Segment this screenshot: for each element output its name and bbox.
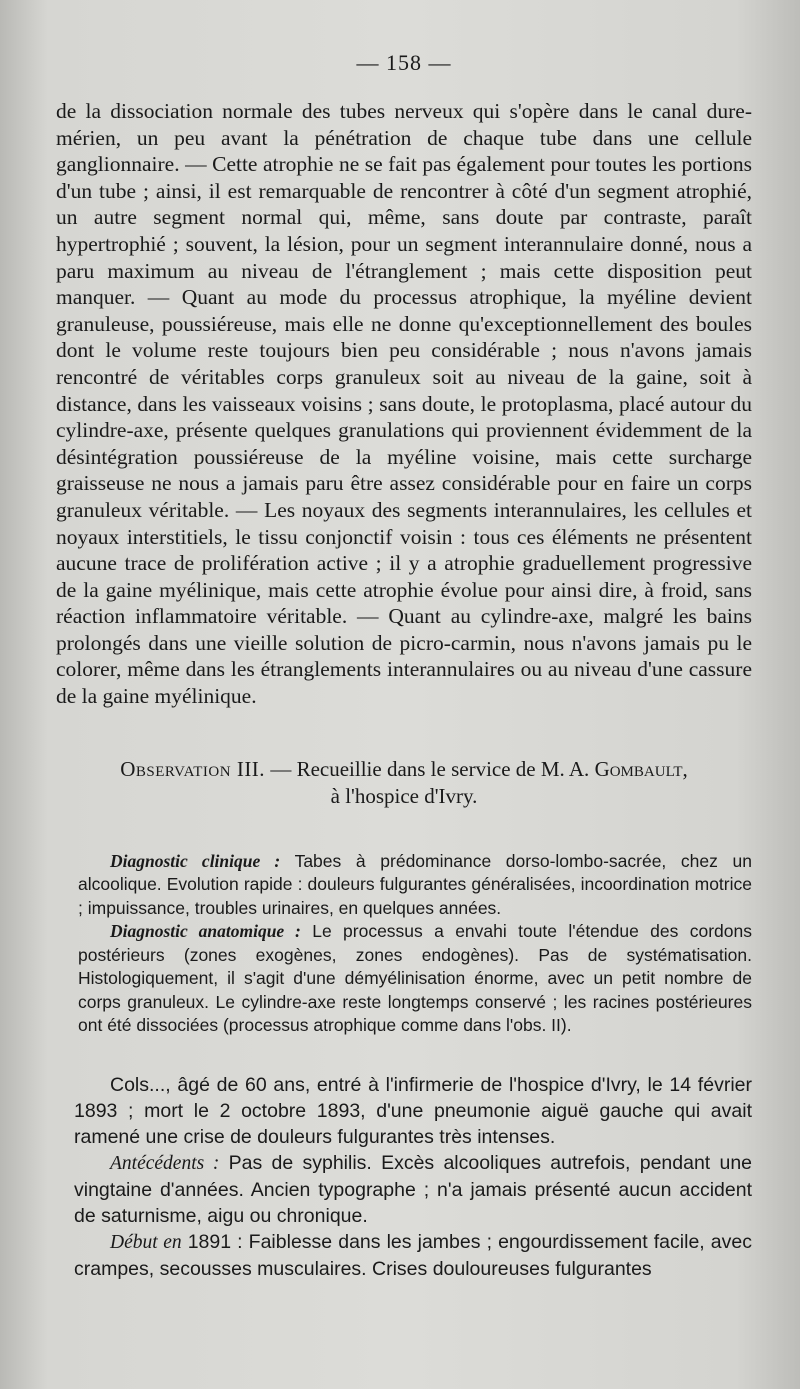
antecedents-label: Antécédents : [110,1152,220,1174]
observation-author: Gombault, [594,756,688,781]
antecedents [74,1150,752,1229]
case-intro: Cols..., âgé de 60 ans, entré à l'infirmerie de l'hospice d'Ivry, le 14 février 1893 ; mort le 2 octobre 1893, d'une pneumonie aiguë gauche qui avait ramené une crise de douleurs fulgurantes très intenses. [74,1073,752,1148]
paragraph-1: de la dissociation normale des tubes nerveux qui s'opère dans le canal dure-mérien, un peu avant la pénétration de chaque tube dans une cellule ganglionnaire. — Cette atrophie ne se fait pas également pour toutes les portions d'un tube ; ainsi, il est remarquable de rencontrer à côté d'un segment atrophié, un autre segment normal qui, même, sans doute par contraste, paraît hypertrophié ; souvent, la lésion, pour un segment interannulaire donné, nous a paru maximum au niveau de l'étranglement ; mais cette disposition peut manquer. — Quant au mode du processus atrophique, la myéline devient granuleuse, poussiéreuse, mais elle ne donne qu'exceptionnellement des boules dont le volume reste toujours bien peu considérable ; nous n'avons jamais rencontré de véritables corps granuleux soit au niveau de la gaine, soit à distance, dans les vaisseaux voisins ; sans doute, le protoplasma, placé autour du cylindre-axe, présente quelques granulations qui proviennent évidemment de la désintégration poussiéreuse de la myéline voisine, mais cette surcharge graisseuse ne nous a jamais paru être assez considérable pour en faire un corps granuleux véritable. — Les noyaux des segments interannulaires, les cellules et noyaux interstitiels, le tissu conjonctif voisin : tous ces éléments ne présentent aucune trace de prolifération active ; il y a atrophie graduellement progressive de la gaine myélinique, mais cette atrophie évolue pour ainsi dire, à froid, sans réaction inflammatoire véritable. — Quant au cylindre-axe, malgré les bains prolongés dans une vieille solution de picro-carmin, nous n'avons jamais pu le colorer, même dans les étranglements interannulaires ou au niveau d'une cassure de la gaine myélinique. [56,99,752,709]
case-history [56,1072,752,1282]
onset [74,1229,752,1282]
antecedents-text: Pas de syphilis. Excès alcooliques autrefois, pendant une vingtaine d'années. Ancien typographe ; n'a jamais présenté aucun accident de saturnisme, aigu ou chronique. [74,1151,753,1227]
anatomical-diagnosis [78,920,752,1038]
clinical-diagnosis-text: Tabes à prédominance dorso-lombo-sacrée, chez un alcoolique. Evolution rapide : douleurs fulgurantes généralisées, incoordination motrice ; impuissance, troubles urinaires, en quelques années. [78,850,752,918]
observation-heading-line-2: à l'hospice d'Ivry. [330,783,478,808]
onset-label: Début en [110,1231,182,1253]
case-summary [56,850,752,1038]
observation-heading [56,756,752,810]
anatomical-diagnosis-label: Diagnostic anatomique : [110,921,301,942]
main-text [56,98,752,710]
observation-source: — Recueillie dans le service de M. A. [265,756,595,781]
anatomical-diagnosis-text: Le processus a envahi toute l'étendue des cordons postérieurs (zones exogènes, zones endogènes). Pas de systématisation. Histologiquement, il s'agit d'une démyélinisation énorme, avec un petit nombre de corps granuleux. Le cylindre-axe reste longtemps conservé ; les racines postérieures ont été dissociées (processus atrophique comme dans l'obs. II). [78,921,752,1036]
page-number: — 158 — [356,50,452,75]
clinical-diagnosis-label: Diagnostic clinique : [110,850,281,871]
onset-text: 1891 : Faiblesse dans les jambes ; engourdissement facile, avec crampes, secousses musculaires. Crises douloureuses fulgurantes [74,1230,752,1280]
observation-label: Observation III. [120,756,266,781]
clinical-diagnosis [78,850,752,921]
observation-heading-line-1 [56,756,752,783]
